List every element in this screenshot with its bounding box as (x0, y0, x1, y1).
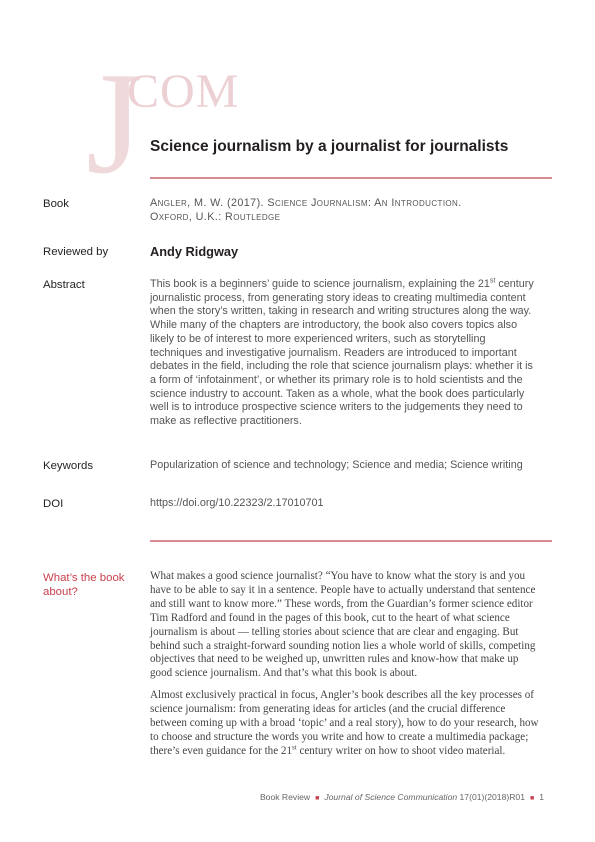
section-body-2 (150, 689, 540, 759)
footer-page-number: 1 (539, 792, 544, 802)
reviewer-name: Andy Ridgway (150, 244, 239, 259)
book-citation (150, 197, 535, 224)
abstract-label: Abstract (43, 279, 85, 291)
reviewed-by-label: Reviewed by (43, 246, 109, 258)
article-title: Science journalism by a journalist for journalists (150, 138, 509, 155)
section-paragraph-1: What makes a good science journalist? “You have to know what the story is and you have to be able to say it in a sentence. People have to actually understand that sentence and still want to know more.” These words, from the Guardian’s former science editor Tim Radford and found in the pages of this book, cut to the heart of what science journalism is about — telling stories about science that are clear and engaging. But behind such a straight-forward sounding notion lies a whole world of skills, competing objectives that need to be weighed up, unwritten rules and know-how that make up good science journalism. And that’s what this book is about. (150, 570, 536, 680)
title-divider (150, 177, 552, 179)
abstract-text-end: century journalistic process, from generating story ideas to creating multimedia content when the story’s written, taking in research and writing structures along the way. While many of the chapters are introductory, the book also covers topics also likely to be of interest to more experienced writers, such as storytelling techniques and investigative journalism. Readers are introduced to important debates in the field, including the role that science journalism plays: whether it is a form of ‘infotainment’, or whether its primary role is to hold scientists and the science industry to account. Taken as a whole, what the book does particularly well is to introduce prospective science writers to the judgements they need to make as reflective practitioners. (150, 278, 534, 428)
logo-letter-j: J (86, 42, 143, 204)
book-label: Book (43, 198, 69, 210)
abstract-text-start: This book is a beginners’ guide to science journalism, explaining the 21 (150, 278, 490, 290)
section-heading-line-1: What’s the book (43, 572, 125, 584)
logo-letters-com: COM (127, 65, 240, 118)
footer-reference: 17(01)(2018)R01 (459, 792, 525, 802)
doi-label: DOI (43, 498, 64, 510)
section-heading (43, 571, 124, 599)
section-heading-line-2: about? (43, 586, 78, 598)
page-footer (260, 792, 544, 802)
abstract-text (150, 278, 535, 429)
abstract-superscript: st (489, 277, 496, 285)
footer-separator-icon: ■ (315, 795, 320, 802)
footer-article-type: Book Review (259, 792, 311, 802)
section-paragraph-2-superscript: st (292, 742, 297, 751)
section-divider (150, 540, 552, 542)
footer-separator-icon: ■ (529, 795, 535, 802)
section-paragraph-2-end: century writer on how to shoot video material. (296, 744, 506, 757)
book-citation-line-1: Angler, M. W. (2017). Science Journalism: An Introduction. (150, 197, 462, 209)
section-paragraph-2 (150, 689, 540, 759)
keywords-label: Keywords (43, 460, 94, 472)
book-citation-line-2: Oxford, U.K.: Routledge (150, 210, 281, 223)
section-paragraph-2-start: Almost exclusively practical in focus, Angler’s book describes all the key processes of science journalism: from generating ideas for articles (and the crucial difference between coming up with a broad ‘topic’ and a real story), how to do your research, how to choose and structure the words you write and how to create a multimedia package; there’s even guidance for the 21 (150, 689, 539, 757)
keywords-text: Popularization of science and technology; Science and media; Science writing (150, 459, 523, 471)
section-body (150, 570, 540, 681)
doi-link[interactable]: https://doi.org/10.22323/2.17010701 (150, 497, 324, 509)
footer-journal-name: Journal of Science Communication (324, 792, 458, 802)
